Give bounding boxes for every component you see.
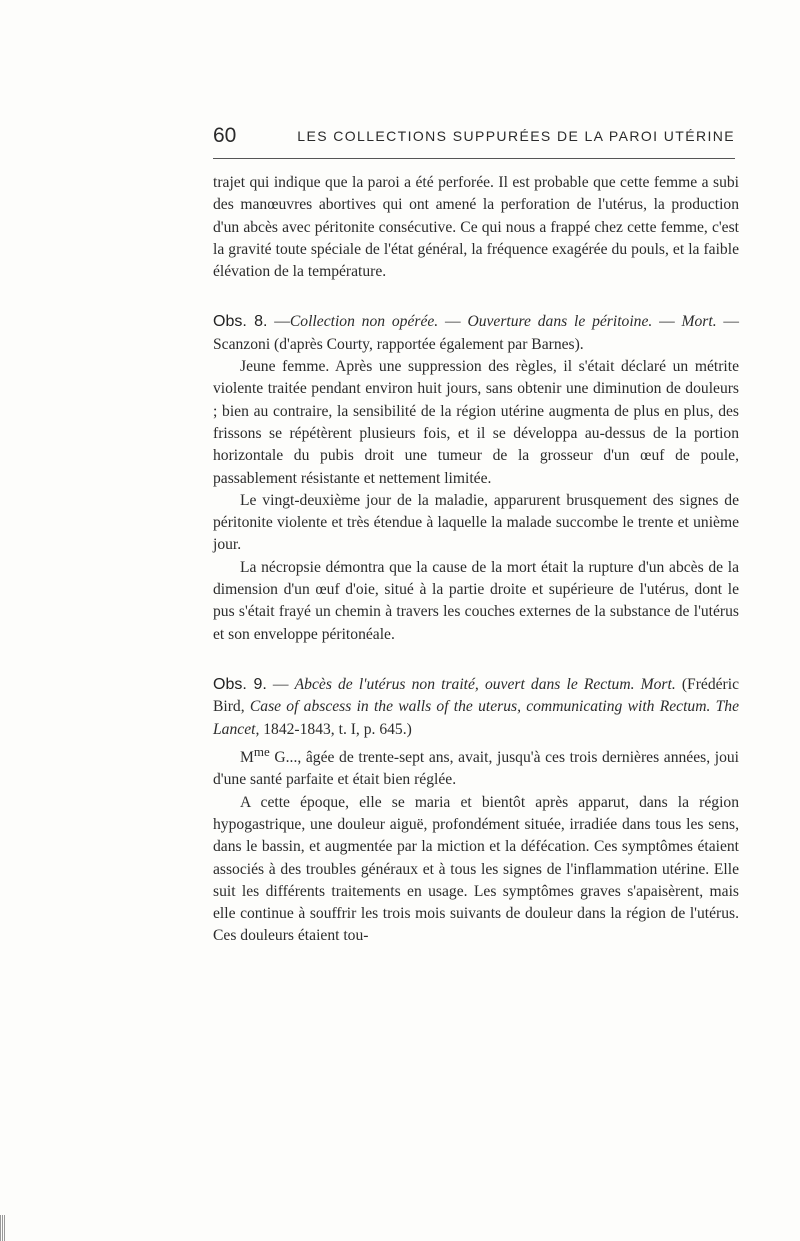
observation-outcome: Mort.	[640, 675, 676, 693]
running-title: LES COLLECTIONS SUPPURÉES DE LA PAROI UTÉRINE	[297, 128, 735, 144]
observation-label: Obs. 9.	[213, 675, 267, 693]
header-divider	[213, 158, 735, 159]
observation-outcome: Mort.	[681, 313, 717, 331]
observation-source-open: (Frédéric Bird,	[213, 675, 740, 716]
paragraph	[213, 741, 739, 792]
dash: —	[652, 313, 682, 331]
body-text	[213, 172, 739, 948]
page-number: 60	[213, 124, 237, 147]
observation-title: Collection non opérée.	[289, 313, 439, 331]
title-abbrev-sup: me	[253, 743, 270, 759]
observation-source: — Scanzoni (d'après Courty, rapportée également par Barnes).	[213, 313, 740, 353]
scan-edge-mark	[0, 1215, 6, 1241]
paragraph-text: G..., âgée de trente-sept ans, avait, jusqu'à ces trois dernières années, joui d'une santé parfaite et était bien réglée.	[213, 749, 739, 789]
paragraph: La nécropsie démontra que la cause de la mort était la rupture d'un abcès de la dimension d'un œuf d'oie, situé à la partie droite et supérieure de l'utérus, dont le pus s'était frayé un chemin à travers les couches externes de la substance de l'utérus et son enveloppe péritonéale.	[213, 558, 739, 643]
dash: —	[267, 313, 290, 331]
observation-source-close: 1842-1843, t. I, p. 645.)	[259, 720, 412, 738]
title-abbrev: M	[240, 749, 254, 767]
observation-source-title: Case of abscess in the walls of the uterus, communicating with Rectum. The Lancet,	[213, 698, 739, 738]
observation-subtitle: Ouverture dans le péritoine.	[467, 313, 653, 331]
observation-title: Abcès de l'utérus non traité, ouvert dans le Rectum.	[294, 675, 635, 693]
page-header	[213, 124, 735, 152]
observation-9-heading	[213, 674, 739, 741]
paragraph: A cette époque, elle se maria et bientôt après apparut, dans la région hypogastrique, une douleur aiguë, profondément située, irradiée dans tous les sens, dans le bassin, et augmentée par la miction et la défécation. Ces symptômes étaient associés à des troubles généraux et à tous les signes de l'inflammation utérine. Elle suit les différents traitements en usage. Les symptômes graves s'apaisèrent, mais elle continue à souffrir les trois mois suivants de douleur dans la région de l'utérus. Ces douleurs étaient tou-	[213, 793, 739, 945]
observation-8-heading	[213, 311, 739, 356]
dash: —	[438, 313, 468, 331]
paragraph: Jeune femme. Après une suppression des règles, il s'était déclaré un métrite violente traitée pendant environ huit jours, sans obtenir une diminution de douleurs ; bien au contraire, la sensibilité de la région utérine augmenta de plus en plus, des frissons se répétèrent plusieurs fois, et il se développa au-dessus de la portion horizontale du pubis droit une tumeur de la grosseur d'un œuf de poule, passablement résistante et nettement limitée.	[213, 358, 739, 487]
dash: —	[266, 675, 295, 693]
paragraph-continuation: trajet qui indique que la paroi a été perforée. Il est probable que cette femme a subi des manœuvres abortives qui ont amené la perforation de l'utérus, la production d'un abcès avec péritonite consécutive. Ce qui nous a frappé chez cette femme, c'est la gravité toute spéciale de l'état général, la fréquence exagérée du pouls, et la faible élévation de la température.	[213, 174, 739, 281]
observation-label: Obs. 8.	[213, 313, 268, 331]
paragraph: Le vingt-deuxième jour de la maladie, apparurent brusquement des signes de péritonite violente et très étendue à laquelle la malade succombe le trente et unième jour.	[213, 491, 739, 554]
